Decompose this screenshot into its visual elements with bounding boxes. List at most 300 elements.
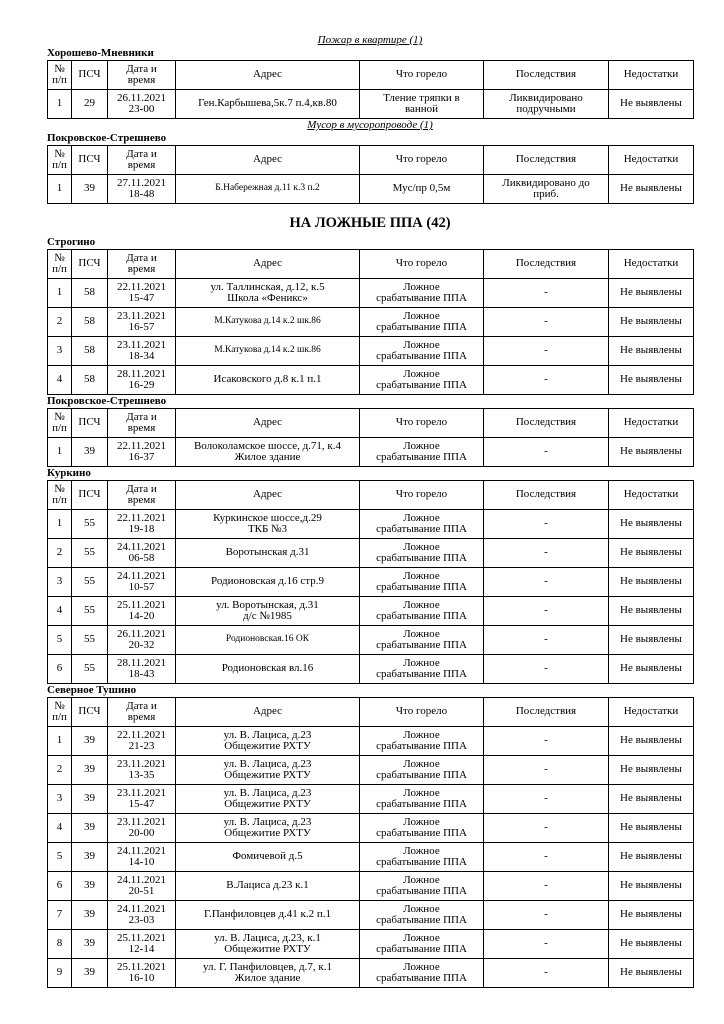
table-row	[48, 785, 694, 814]
col-psch: 58	[72, 366, 108, 395]
col-psch: 58	[72, 308, 108, 337]
col-address	[176, 901, 360, 930]
cell-line: Волоколамское шоссе, д.71, к.4	[193, 439, 342, 452]
col-what-burned	[360, 843, 484, 872]
document-page	[47, 0, 693, 988]
col-psch: 39	[72, 727, 108, 756]
col-datetime	[108, 655, 176, 684]
col-psch: 39	[72, 901, 108, 930]
cell-line: 16-57	[128, 321, 155, 333]
col-defects: Не выявлены	[609, 366, 694, 395]
cell-line: Родионовская д.16 стр.9	[211, 575, 324, 588]
col-defects: Не выявлены	[609, 930, 694, 959]
col-what-burned	[360, 539, 484, 568]
col-address	[176, 785, 360, 814]
cell-line: Фомичевой д.5	[232, 850, 303, 863]
col-address	[176, 568, 360, 597]
cell-line: Общежитие РХТУ	[224, 769, 311, 781]
col-what-burned	[360, 438, 484, 467]
header-line: Что горело	[395, 153, 448, 166]
col-psch: 58	[72, 279, 108, 308]
header-line: Недостатки	[623, 416, 679, 429]
table-row	[48, 901, 694, 930]
header-line: Недостатки	[623, 153, 679, 166]
cell-line: срабатывание ППА	[376, 943, 467, 955]
cell-line: 24.11.2021	[116, 902, 167, 915]
col-psch: 55	[72, 568, 108, 597]
table-row	[48, 930, 694, 959]
col-defects: Не выявлены	[609, 843, 694, 872]
col-consequences	[484, 655, 609, 684]
col-number: 2	[48, 308, 72, 337]
cell-line: -	[544, 373, 548, 386]
header-line: ПСЧ	[78, 153, 101, 166]
cell-line: срабатывание ППА	[376, 769, 467, 781]
header-line: Что горело	[395, 257, 448, 270]
col-address-header	[176, 481, 360, 510]
cell-line: -	[544, 662, 548, 675]
cell-line: Ложное	[403, 656, 440, 669]
col-what-burned	[360, 785, 484, 814]
col-datetime-header	[108, 409, 176, 438]
col-consequences-header	[484, 409, 609, 438]
cell-line: -	[544, 575, 548, 588]
cell-line: 23-03	[128, 914, 155, 926]
cell-line: 18-34	[128, 350, 155, 362]
col-datetime	[108, 901, 176, 930]
col-address	[176, 872, 360, 901]
col-defects: Не выявлены	[609, 568, 694, 597]
col-defects: Не выявлены	[609, 901, 694, 930]
incident-table	[47, 249, 694, 395]
cell-line: Ложное	[403, 280, 440, 293]
col-consequences-header	[484, 146, 609, 175]
col-datetime	[108, 90, 176, 119]
incident-table	[47, 480, 694, 684]
header-line: время	[127, 711, 156, 723]
col-consequences	[484, 510, 609, 539]
table-header-row	[48, 146, 694, 175]
col-psch: 39	[72, 814, 108, 843]
header-line: №	[54, 251, 65, 264]
col-consequences	[484, 539, 609, 568]
cell-line: срабатывание ППА	[376, 321, 467, 333]
col-address	[176, 279, 360, 308]
col-datetime	[108, 626, 176, 655]
cell-line: срабатывание ППА	[376, 523, 467, 535]
header-line: №	[54, 62, 65, 75]
cell-line: -	[544, 937, 548, 950]
col-datetime	[108, 337, 176, 366]
col-consequences	[484, 90, 609, 119]
table-row	[48, 727, 694, 756]
col-psch: 29	[72, 90, 108, 119]
cell-line: 23.11.2021	[116, 786, 167, 799]
col-address	[176, 90, 360, 119]
header-line: Последствия	[515, 257, 577, 270]
col-number: 6	[48, 655, 72, 684]
col-consequences	[484, 597, 609, 626]
cell-line: 22.11.2021	[116, 439, 167, 452]
cell-line: -	[544, 763, 548, 776]
cell-line: ул. В. Лациса, д.23	[223, 815, 312, 828]
cell-line: 19-18	[128, 523, 155, 535]
col-defects: Не выявлены	[609, 337, 694, 366]
cell-line: -	[544, 546, 548, 559]
cell-line: ул. Таллинская, д.12, к.5	[210, 280, 325, 293]
col-defects-header	[609, 250, 694, 279]
header-line: ПСЧ	[78, 488, 101, 501]
col-what-burned	[360, 568, 484, 597]
header-line: ПСЧ	[78, 705, 101, 718]
col-address	[176, 959, 360, 988]
cell-line: Ложное	[403, 931, 440, 944]
col-number: 1	[48, 727, 72, 756]
cell-line: Ложное	[403, 902, 440, 915]
col-number: 2	[48, 756, 72, 785]
cell-line: Жилое здание	[234, 451, 301, 463]
col-what-burned	[360, 901, 484, 930]
cell-line: 24.11.2021	[116, 873, 167, 886]
col-psch: 39	[72, 785, 108, 814]
header-line: Последствия	[515, 705, 577, 718]
cell-line: Ложное	[403, 815, 440, 828]
cell-line: -	[544, 879, 548, 892]
col-defects: Не выявлены	[609, 510, 694, 539]
cell-line: -	[544, 286, 548, 299]
header-line: Последствия	[515, 68, 577, 81]
cell-line: ул. Г. Панфиловцев, д.7, к.1	[203, 960, 332, 973]
col-defects: Не выявлены	[609, 597, 694, 626]
cell-line: срабатывание ППА	[376, 885, 467, 897]
col-address	[176, 655, 360, 684]
col-address	[176, 843, 360, 872]
cell-line: 13-35	[128, 769, 155, 781]
cell-line: срабатывание ППА	[376, 292, 467, 304]
cell-line: срабатывание ППА	[376, 581, 467, 593]
col-consequences-header	[484, 250, 609, 279]
cell-line: Ложное	[403, 511, 440, 524]
header-line: Недостатки	[623, 488, 679, 501]
col-defects-header	[609, 409, 694, 438]
cell-line: ТКБ №3	[247, 523, 288, 535]
section-caption: Пожар в квартире (1)	[317, 34, 423, 46]
cell-line: Ложное	[403, 338, 440, 351]
header-line: Дата и	[126, 410, 157, 423]
table-row	[48, 959, 694, 988]
col-consequences-header	[484, 698, 609, 727]
col-defects-header	[609, 698, 694, 727]
col-datetime	[108, 366, 176, 395]
header-line: Адрес	[252, 153, 283, 166]
cell-line: 22.11.2021	[116, 728, 167, 741]
table-row	[48, 366, 694, 395]
cell-line: 15-47	[128, 292, 155, 304]
header-line: Адрес	[252, 416, 283, 429]
header-line: Адрес	[252, 488, 283, 501]
cell-line: Ложное	[403, 367, 440, 380]
col-what-burned	[360, 930, 484, 959]
table-row	[48, 175, 694, 204]
cell-line: срабатывание ППА	[376, 379, 467, 391]
header-line: Дата и	[126, 147, 157, 160]
cell-line: Куркинское шоссе,д.29	[213, 511, 322, 524]
cell-line: ванной	[404, 103, 439, 115]
table-row	[48, 843, 694, 872]
col-address	[176, 175, 360, 204]
col-defects: Не выявлены	[609, 279, 694, 308]
cell-line: Ложное	[403, 540, 440, 553]
col-defects-header	[609, 146, 694, 175]
header-line: Адрес	[252, 68, 283, 81]
cell-line: Общежитие РХТУ	[224, 943, 311, 955]
cell-line: Исаковского д.8 к.1 п.1	[213, 373, 322, 386]
col-psch: 39	[72, 175, 108, 204]
col-number: 3	[48, 785, 72, 814]
col-number: 1	[48, 438, 72, 467]
cell-line: срабатывание ППА	[376, 451, 467, 463]
cell-line: 26.11.2021	[116, 91, 167, 104]
col-number: 3	[48, 568, 72, 597]
district-name: Хорошево-Мневники	[47, 47, 154, 59]
cell-line: -	[544, 908, 548, 921]
cell-line: Ложное	[403, 569, 440, 582]
col-datetime	[108, 930, 176, 959]
col-what-burned	[360, 814, 484, 843]
incident-table	[47, 60, 694, 119]
cell-line: ул. Воротынская, д.31	[216, 598, 319, 611]
col-consequences	[484, 785, 609, 814]
col-psch: 55	[72, 539, 108, 568]
table-row	[48, 438, 694, 467]
header-line: ПСЧ	[78, 257, 101, 270]
cell-line: Ложное	[403, 439, 440, 452]
cell-line: 24.11.2021	[116, 844, 167, 857]
cell-line: Ложное	[403, 873, 440, 886]
col-psch: 39	[72, 872, 108, 901]
table-row	[48, 279, 694, 308]
col-datetime	[108, 438, 176, 467]
cell-line: 28.11.2021	[116, 656, 167, 669]
header-line: Что горело	[395, 705, 448, 718]
col-what-burned-header	[360, 481, 484, 510]
col-what-burned	[360, 626, 484, 655]
col-psch-header	[72, 250, 108, 279]
col-datetime	[108, 510, 176, 539]
header-line: время	[127, 422, 156, 434]
incident-table	[47, 408, 694, 467]
col-consequences	[484, 930, 609, 959]
district-name: Покровское-Стрешнево	[47, 132, 167, 144]
header-line: время	[127, 263, 156, 275]
cell-line: Ложное	[403, 728, 440, 741]
cell-line: 16-37	[128, 451, 155, 463]
cell-line: Родионовская.16 ОК	[225, 634, 310, 645]
col-psch: 55	[72, 626, 108, 655]
col-what-burned-header	[360, 146, 484, 175]
cell-line: Тление тряпки в	[383, 91, 460, 104]
col-address	[176, 308, 360, 337]
col-consequences	[484, 901, 609, 930]
col-address	[176, 814, 360, 843]
header-line: Недостатки	[623, 68, 679, 81]
cell-line: 25.11.2021	[116, 931, 167, 944]
header-line: ПСЧ	[78, 416, 101, 429]
table-row	[48, 756, 694, 785]
cell-line: 26.11.2021	[116, 627, 167, 640]
header-line: время	[127, 74, 156, 86]
col-what-burned	[360, 756, 484, 785]
cell-line: Школа «Феникс»	[227, 292, 308, 304]
cell-line: Общежитие РХТУ	[224, 798, 311, 810]
col-datetime-header	[108, 61, 176, 90]
cell-line: Воротынская д.31	[225, 546, 310, 559]
cell-line: срабатывание ППА	[376, 972, 467, 984]
col-psch: 55	[72, 655, 108, 684]
cell-line: Жилое здание	[234, 972, 301, 984]
col-number-header	[48, 250, 72, 279]
table-header-row	[48, 61, 694, 90]
col-defects-header	[609, 61, 694, 90]
header-line: п/п	[52, 159, 67, 171]
header-line: Недостатки	[623, 257, 679, 270]
cell-line: Родионовская вл.16	[221, 662, 314, 675]
cell-line: 25.11.2021	[116, 960, 167, 973]
header-line: Недостатки	[623, 705, 679, 718]
col-datetime	[108, 539, 176, 568]
cell-line: приб.	[533, 188, 559, 200]
cell-line: 18-43	[128, 668, 155, 680]
cell-line: ул. В. Лациса, д.23	[223, 786, 312, 799]
col-number: 6	[48, 872, 72, 901]
table-header-row	[48, 409, 694, 438]
col-address-header	[176, 61, 360, 90]
col-defects: Не выявлены	[609, 959, 694, 988]
cell-line: -	[544, 315, 548, 328]
col-defects: Не выявлены	[609, 756, 694, 785]
cell-line: Ликвидировано	[509, 91, 583, 104]
cell-line: 28.11.2021	[116, 367, 167, 380]
cell-line: Общежитие РХТУ	[224, 740, 311, 752]
col-what-burned-header	[360, 409, 484, 438]
col-datetime-header	[108, 146, 176, 175]
col-what-burned-header	[360, 698, 484, 727]
col-address	[176, 510, 360, 539]
false-alarm-heading: НА ЛОЖНЫЕ ППА (42)	[289, 215, 451, 231]
cell-line: подручными	[516, 103, 576, 115]
cell-line: -	[544, 966, 548, 979]
cell-line: -	[544, 517, 548, 530]
table-row	[48, 814, 694, 843]
cell-line: 23.11.2021	[116, 815, 167, 828]
cell-line: 25.11.2021	[116, 598, 167, 611]
header-line: №	[54, 410, 65, 423]
col-psch: 39	[72, 843, 108, 872]
col-number: 1	[48, 90, 72, 119]
cell-line: -	[544, 344, 548, 357]
header-line: №	[54, 482, 65, 495]
col-datetime	[108, 279, 176, 308]
col-number: 2	[48, 539, 72, 568]
cell-line: срабатывание ППА	[376, 914, 467, 926]
incident-table	[47, 697, 694, 988]
header-line: ПСЧ	[78, 68, 101, 81]
col-address	[176, 438, 360, 467]
table-row	[48, 872, 694, 901]
col-psch-header	[72, 409, 108, 438]
cell-line: 22.11.2021	[116, 511, 167, 524]
col-address-header	[176, 250, 360, 279]
col-what-burned	[360, 510, 484, 539]
col-consequences	[484, 814, 609, 843]
table-row	[48, 90, 694, 119]
header-line: №	[54, 699, 65, 712]
col-datetime	[108, 785, 176, 814]
cell-line: д/с №1985	[243, 610, 292, 622]
cell-line: ул. В. Лациса, д.23	[223, 757, 312, 770]
cell-line: 24.11.2021	[116, 540, 167, 553]
header-line: №	[54, 147, 65, 160]
cell-line: Ложное	[403, 309, 440, 322]
col-defects: Не выявлены	[609, 626, 694, 655]
col-consequences	[484, 279, 609, 308]
col-what-burned	[360, 279, 484, 308]
col-number-header	[48, 481, 72, 510]
cell-line: Ложное	[403, 960, 440, 973]
cell-line: 27.11.2021	[116, 176, 167, 189]
cell-line: 20-51	[128, 885, 155, 897]
cell-line: Б.Набережная д.11 к.3 п.2	[215, 183, 320, 194]
header-line: время	[127, 159, 156, 171]
col-what-burned	[360, 959, 484, 988]
cell-line: -	[544, 445, 548, 458]
cell-line: срабатывание ППА	[376, 668, 467, 680]
cell-line: срабатывание ППА	[376, 350, 467, 362]
col-defects: Не выявлены	[609, 785, 694, 814]
table-header-row	[48, 698, 694, 727]
col-number: 1	[48, 510, 72, 539]
col-what-burned	[360, 308, 484, 337]
cell-line: Г.Панфиловцев д.41 к.2 п.1	[203, 908, 332, 921]
table-row	[48, 510, 694, 539]
header-line: Что горело	[395, 488, 448, 501]
cell-line: Ген.Карбышева,5к.7 п.4,кв.80	[198, 97, 337, 110]
col-datetime	[108, 308, 176, 337]
header-line: время	[127, 494, 156, 506]
col-defects: Не выявлены	[609, 308, 694, 337]
col-consequences	[484, 756, 609, 785]
col-datetime	[108, 814, 176, 843]
col-defects: Не выявлены	[609, 438, 694, 467]
col-consequences	[484, 727, 609, 756]
col-what-burned	[360, 366, 484, 395]
col-consequences	[484, 175, 609, 204]
header-line: п/п	[52, 74, 67, 86]
col-consequences	[484, 366, 609, 395]
col-consequences-header	[484, 61, 609, 90]
col-consequences	[484, 308, 609, 337]
header-line: п/п	[52, 711, 67, 723]
cell-line: -	[544, 633, 548, 646]
col-psch-header	[72, 146, 108, 175]
district-name: Северное Тушино	[47, 684, 137, 696]
col-what-burned	[360, 872, 484, 901]
col-number: 7	[48, 901, 72, 930]
col-psch: 55	[72, 597, 108, 626]
col-consequences	[484, 337, 609, 366]
cell-line: 24.11.2021	[116, 569, 167, 582]
col-consequences	[484, 568, 609, 597]
